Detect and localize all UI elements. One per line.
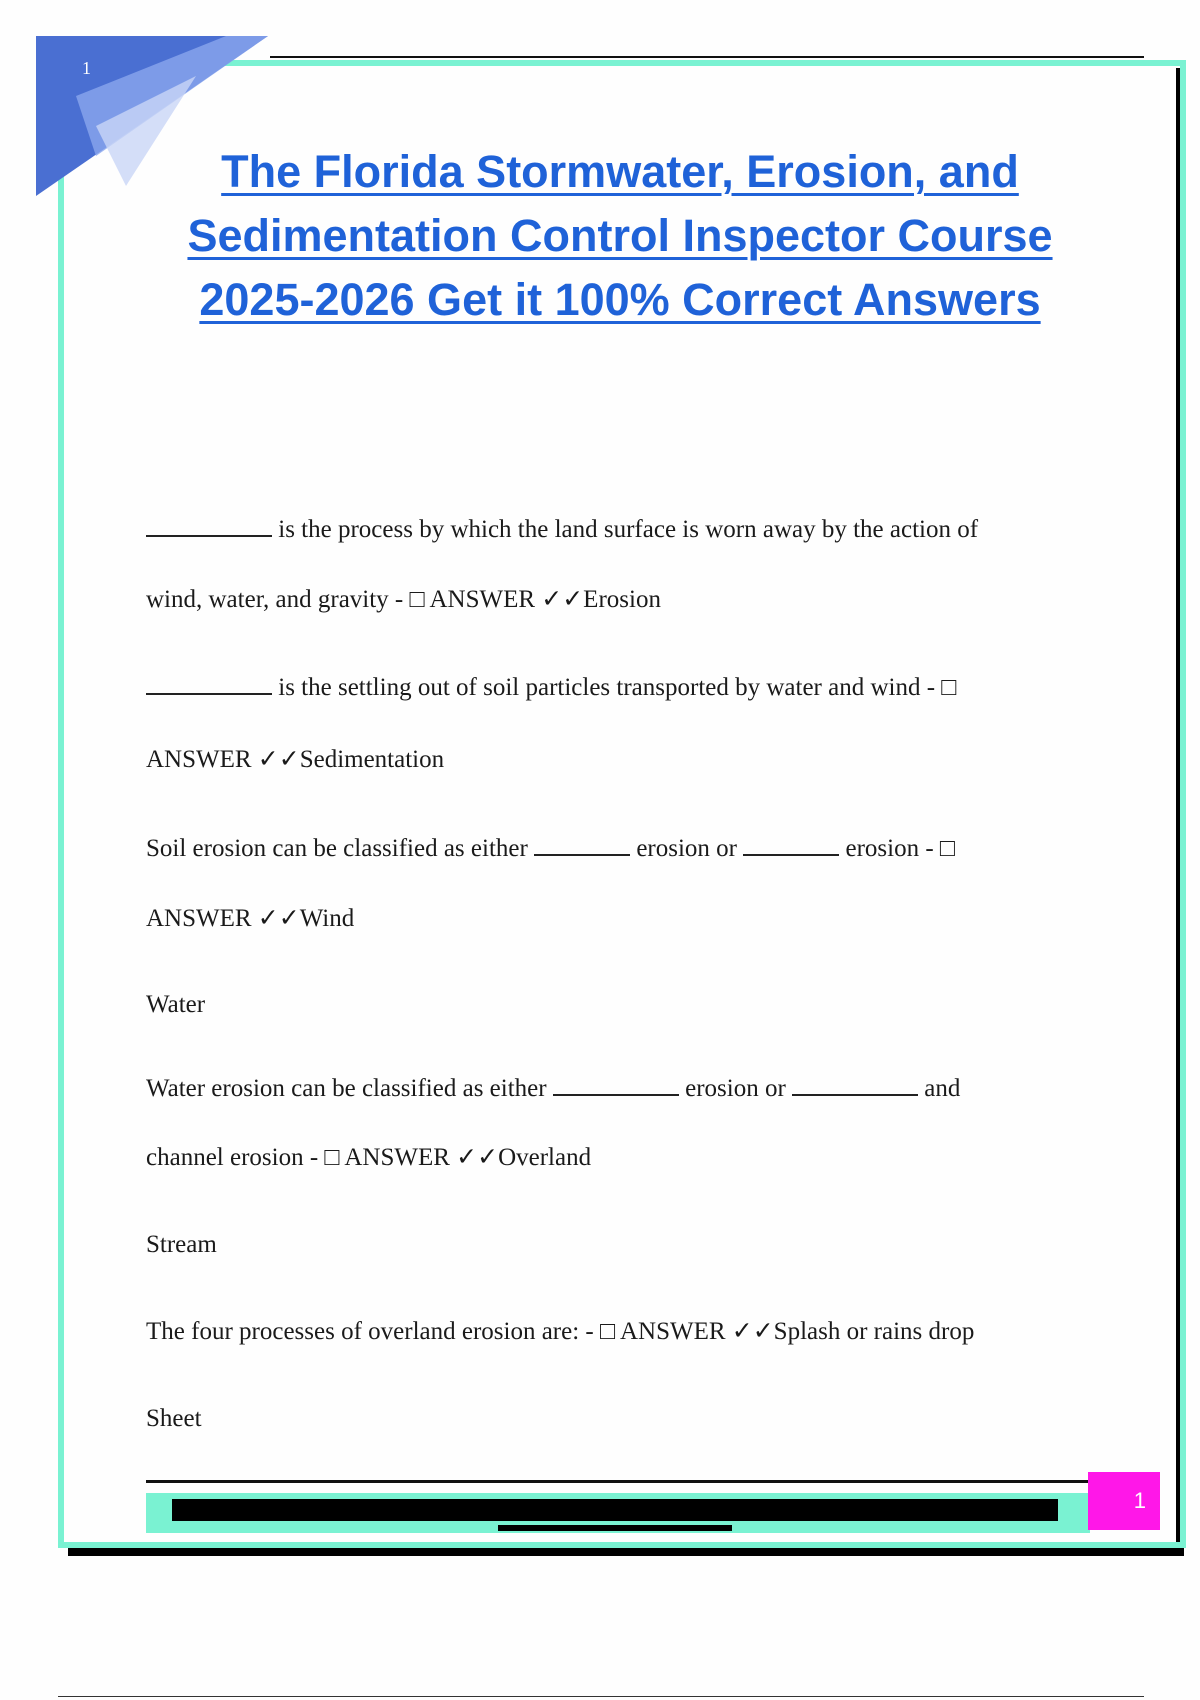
page-number-badge: 1 — [1088, 1472, 1160, 1530]
question-4-line-1: Water erosion can be classified as either erosion or and — [146, 1075, 961, 1102]
answer-blank — [534, 834, 630, 856]
answer-blank — [146, 515, 272, 537]
title-line-3: 2025-2026 Get it 100% Correct Answers — [199, 274, 1041, 325]
question-4-line-3: Stream — [146, 1231, 217, 1258]
footer-rule — [146, 1480, 1090, 1483]
question-1-line-2: wind, water, and gravity - □ ANSWER ✓✓Erosion — [146, 586, 661, 613]
title-line-2: Sedimentation Control Inspector Course — [187, 210, 1053, 261]
corner-page-number: 1 — [82, 58, 91, 78]
question-3-line-1: Soil erosion can be classified as either erosion or erosion - □ — [146, 835, 956, 862]
answer-blank — [553, 1074, 679, 1096]
footer-black-strip — [172, 1499, 1058, 1521]
question-3-line-3: Water — [146, 991, 206, 1018]
title-line-1: The Florida Stormwater, Erosion, and — [221, 146, 1019, 197]
footer-small-strip — [498, 1525, 732, 1531]
question-4-line-2: channel erosion - □ ANSWER ✓✓Overland — [146, 1144, 592, 1171]
answer-blank — [792, 1074, 918, 1096]
question-2-line-1: is the settling out of soil particles transported by water and wind - □ — [146, 673, 956, 703]
question-5-line-1: The four processes of overland erosion are: - □ ANSWER ✓✓Splash or rains drop — [146, 1318, 975, 1345]
question-3-line-2: ANSWER ✓✓Wind — [146, 905, 355, 932]
question-5-line-2: Sheet — [146, 1405, 202, 1432]
question-1-line-1: is the process by which the land surface is worn away by the action of — [146, 515, 978, 545]
bottom-rule — [58, 1696, 1144, 1697]
answer-blank — [743, 834, 839, 856]
top-rule — [270, 56, 1144, 58]
question-2-line-2: ANSWER ✓✓Sedimentation — [146, 746, 445, 773]
answer-blank — [146, 673, 272, 695]
document-title — [110, 140, 1130, 332]
